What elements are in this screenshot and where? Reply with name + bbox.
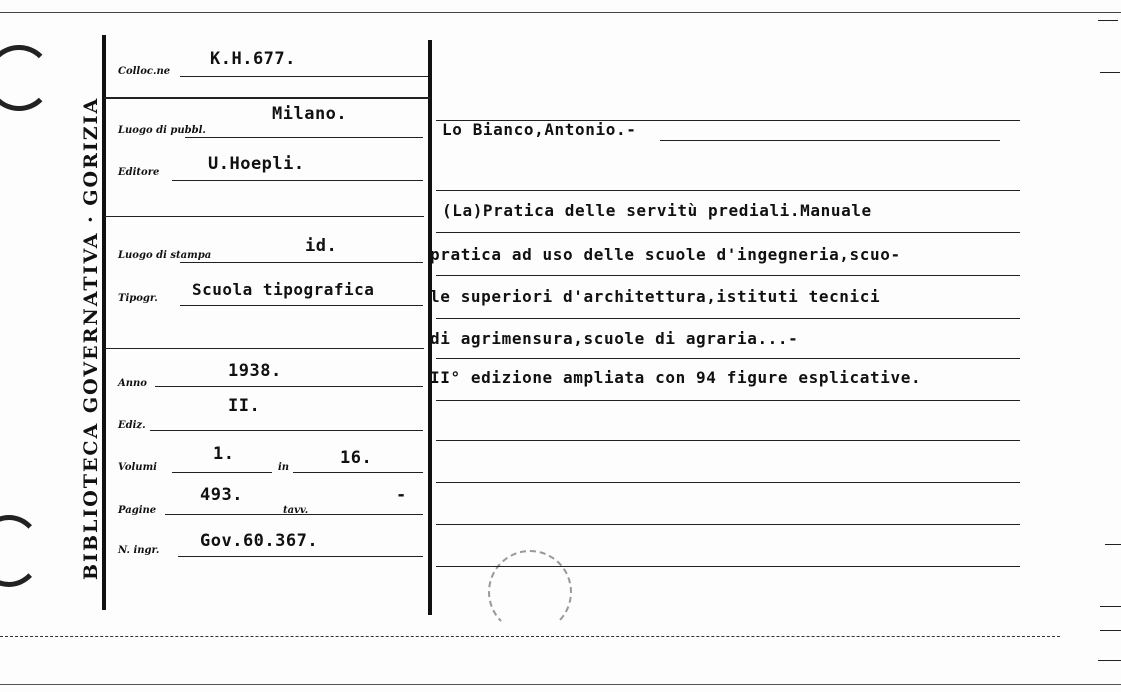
entry-line [436, 275, 1020, 276]
left-margin-rule [102, 35, 106, 610]
entry-title-line-1: (La)Pratica delle servitù prediali.Manuale [442, 201, 872, 220]
edge-mark [1100, 630, 1121, 631]
punch-hole-top [0, 45, 52, 111]
field-value-ingresso: Gov.60.367. [200, 531, 319, 551]
field-value-collocazione: K.H.677. [210, 49, 296, 69]
edge-mark [1098, 660, 1121, 661]
field-label-tipografo: Tipogr. [118, 293, 158, 304]
punch-hole-bottom [0, 515, 42, 587]
edge-mark [1100, 72, 1120, 73]
library-stamp: BIBLIOTECA GOVERNATIVA · GORIZIA [80, 96, 102, 580]
field-value-tavole: - [396, 485, 407, 505]
field-label-anno: Anno [118, 378, 147, 389]
field-line [172, 472, 272, 473]
field-line [180, 76, 428, 77]
punch-hole-center [488, 550, 572, 634]
center-rule [428, 40, 432, 615]
field-label-ingresso: N. ingr. [118, 545, 160, 556]
field-value-tipografo: Scuola tipografica [192, 280, 375, 299]
field-label-volumi: Volumi [118, 462, 157, 473]
entry-line [436, 482, 1020, 483]
field-line [312, 514, 423, 515]
page-bottom-edge [0, 684, 1121, 685]
field-label-editore: Editore [118, 167, 160, 178]
entry-title-line-5: II° edizione ampliata con 94 figure esplicative. [430, 368, 922, 387]
field-line [172, 180, 423, 181]
field-label-luogo-pubbl: Luogo di pubbl. [118, 125, 206, 136]
field-label-pagine: Pagine [118, 505, 157, 516]
field-value-volumi: 1. [213, 444, 235, 464]
entry-line [436, 400, 1020, 401]
field-value-in: 16. [340, 448, 373, 468]
entry-line [436, 358, 1020, 359]
field-label-luogo-stampa: Luogo di stampa [118, 250, 212, 261]
field-label-in: in [278, 462, 290, 473]
field-value-anno: 1938. [228, 361, 282, 381]
edge-mark [1098, 20, 1118, 21]
entry-title-line-3: le superiori d'architettura,istituti tecnici [430, 287, 881, 306]
entry-title-line-2: pratica ad uso delle scuole d'ingegneria,scuo- [430, 245, 901, 264]
field-line [178, 556, 423, 557]
field-line [150, 430, 423, 431]
field-value-luogo-pubbl: Milano. [272, 104, 348, 124]
field-line [155, 386, 423, 387]
field-line [180, 262, 423, 263]
field-line [180, 305, 423, 306]
card-top-edge [0, 12, 1121, 13]
entry-line [436, 524, 1020, 525]
entry-line [436, 566, 1020, 567]
field-value-edizione: II. [228, 396, 261, 416]
entry-line [436, 232, 1020, 233]
field-divider [104, 97, 430, 99]
field-label-collocazione: Colloc.ne [118, 66, 171, 77]
entry-author: Lo Bianco,Antonio.- [442, 120, 637, 139]
field-label-tavole: tavv. [283, 505, 309, 516]
field-line [185, 137, 423, 138]
entry-line [436, 440, 1020, 441]
field-label-edizione: Ediz. [118, 420, 146, 431]
entry-line [436, 318, 1020, 319]
field-line [293, 472, 423, 473]
edge-mark [1105, 544, 1121, 545]
card-bottom-edge [0, 636, 1060, 637]
field-value-luogo-stampa: id. [305, 236, 338, 256]
field-line [104, 216, 424, 217]
entry-title-line-4: di agrimensura,scuole di agraria...- [430, 329, 799, 348]
field-value-editore: U.Hoepli. [208, 154, 305, 174]
edge-mark [1100, 606, 1121, 607]
entry-line [436, 190, 1020, 191]
field-value-pagine: 493. [200, 485, 243, 505]
field-line [104, 348, 424, 349]
entry-line [660, 140, 1000, 141]
